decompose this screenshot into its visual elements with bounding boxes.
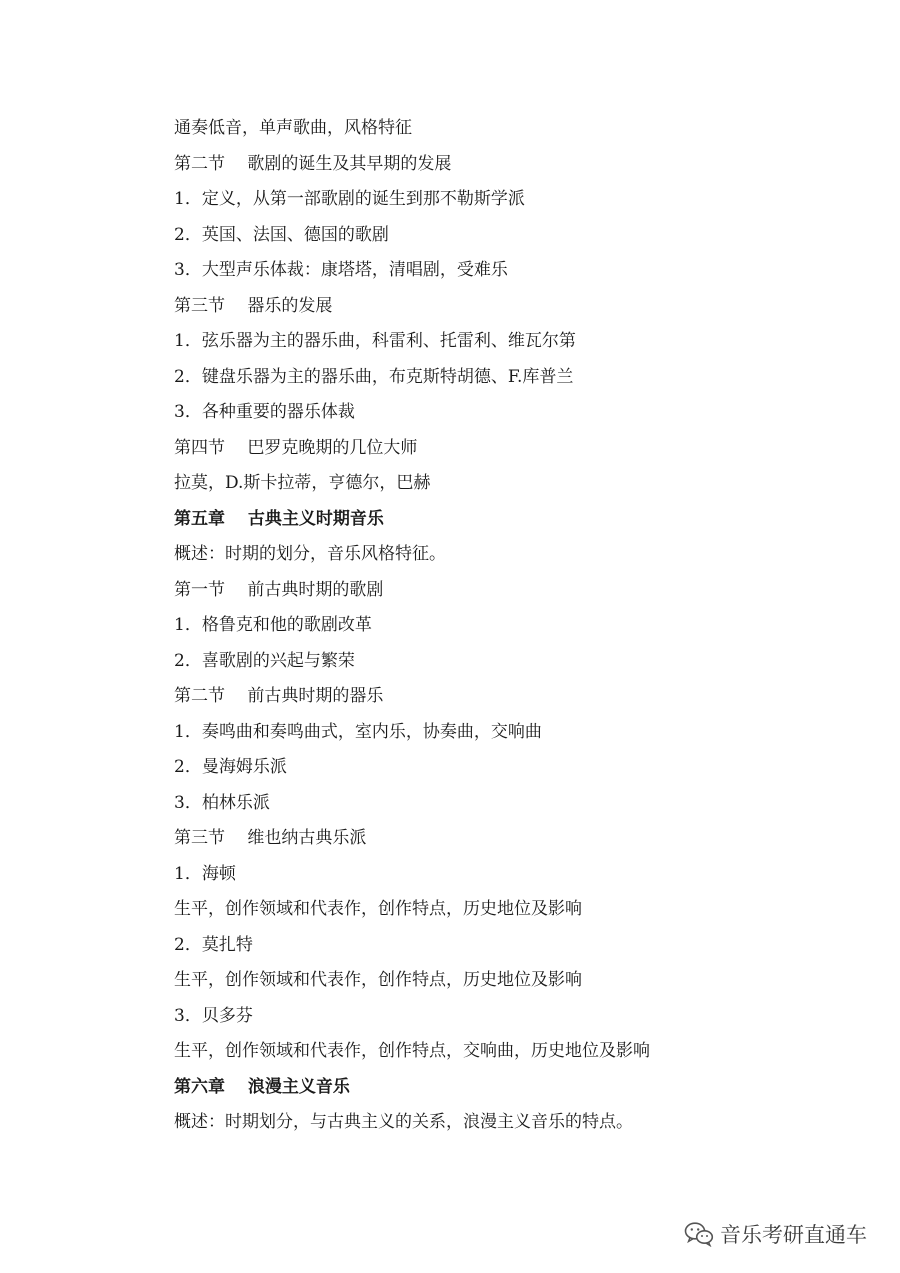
text-line: 生平，创作领域和代表作，创作特点，历史地位及影响 [174,970,582,990]
text-line: 1．海顿 [174,863,236,884]
watermark-label: 音乐考研直通车 [720,1223,867,1247]
chapter-heading: 第六章 浪漫主义音乐 [174,1076,350,1097]
text-line: 1．格鲁克和他的歌剧改革 [174,615,372,635]
text-line: 第二节 前古典时期的器乐 [174,686,384,706]
text-line: 3．柏林乐派 [174,792,270,813]
text-line: 第二节 歌剧的诞生及其早期的发展 [174,153,452,174]
text-line: 1．定义，从第一部歌剧的诞生到那不勒斯学派 [174,189,525,209]
text-line: 1．奏鸣曲和奏鸣曲式，室内乐，协奏曲，交响曲 [174,721,542,742]
chapter-heading: 第五章 古典主义时期音乐 [174,508,384,529]
text-line: 1．弦乐器为主的器乐曲，科雷利、托雷利、维瓦尔第 [174,331,576,351]
text-line: 生平，创作领域和代表作，创作特点，交响曲，历史地位及影响 [174,1041,650,1061]
text-line: 生平，创作领域和代表作，创作特点，历史地位及影响 [174,899,582,919]
text-line: 第三节 维也纳古典乐派 [174,828,367,848]
text-line: 拉莫，D.斯卡拉蒂，亨德尔，巴赫 [174,473,431,493]
text-line: 第三节 器乐的发展 [174,295,333,316]
text-line: 2．曼海姆乐派 [174,757,287,777]
text-line: 2．喜歌剧的兴起与繁荣 [174,650,355,671]
text-line: 3．贝多芬 [174,1005,253,1026]
text-line: 2．键盘乐器为主的器乐曲，布克斯特胡德、F.库普兰 [174,366,574,387]
text-line: 概述：时期划分，与古典主义的关系，浪漫主义音乐的特点。 [174,1112,633,1132]
text-line: 第四节 巴罗克晚期的几位大师 [174,437,418,458]
text-line: 3．各种重要的器乐体裁 [174,402,355,422]
text-line: 通奏低音，单声歌曲，风格特征 [174,118,412,138]
text-line: 第一节 前古典时期的歌剧 [174,579,384,600]
text-line: 2．英国、法国、德国的歌剧 [174,224,389,245]
watermark [684,1219,867,1249]
text-line: 3．大型声乐体裁：康塔塔，清唱剧，受难乐 [174,260,508,280]
document-body [174,114,864,1144]
text-line: 2．莫扎特 [174,934,253,955]
wechat-icon [684,1221,714,1247]
text-line: 概述：时期的划分，音乐风格特征。 [174,544,446,564]
